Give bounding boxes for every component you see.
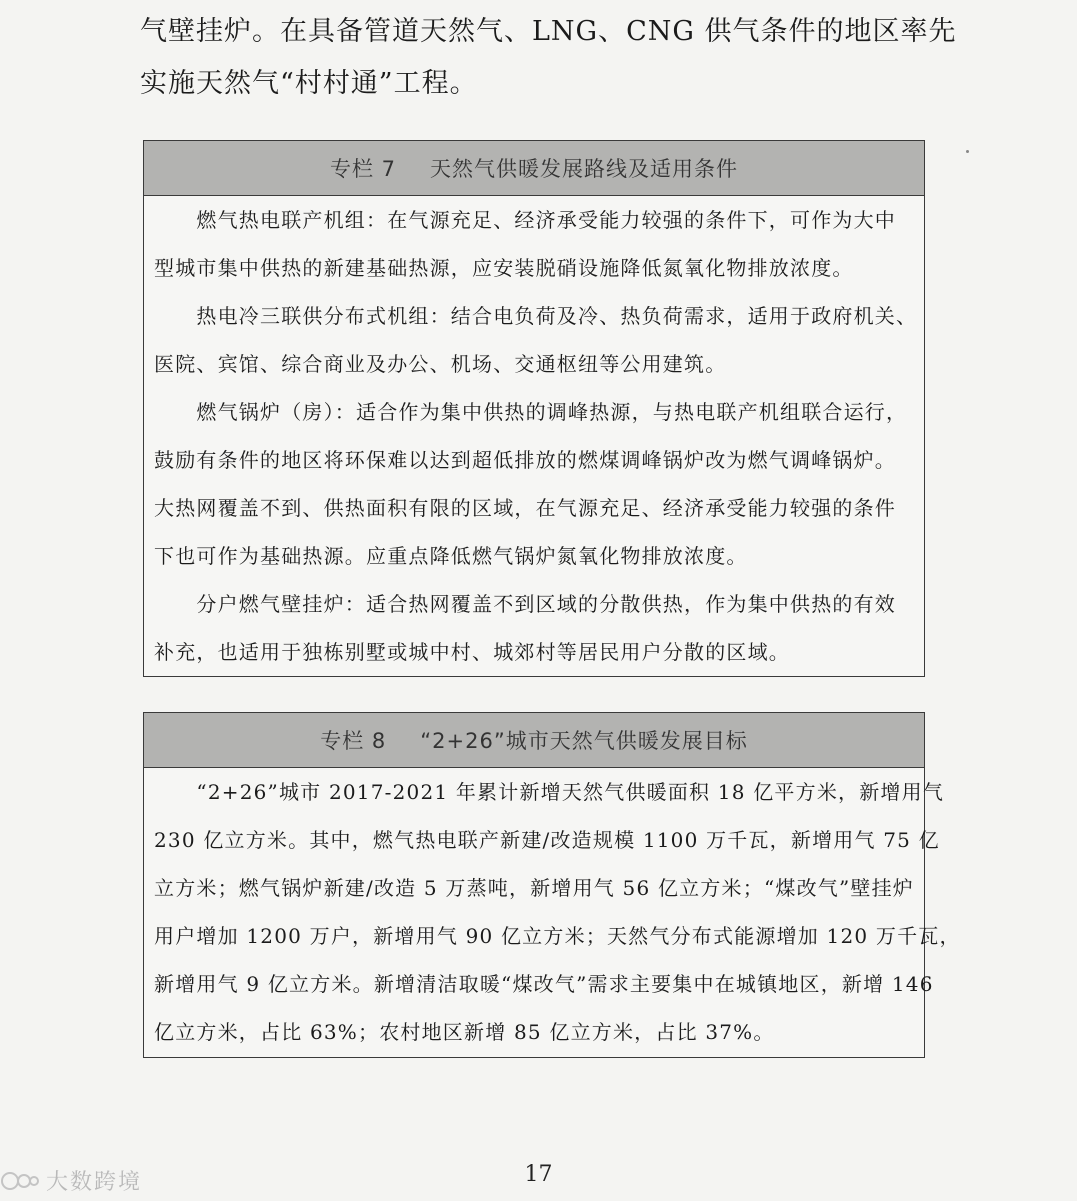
sidebar-box-7 xyxy=(143,140,925,677)
box-7-line: 热电冷三联供分布式机组：结合电负荷及冷、热负荷需求，适用于政府机关、 xyxy=(154,304,918,328)
box-7-header xyxy=(144,141,924,196)
box-7-title: 天然气供暖发展路线及适用条件 xyxy=(430,157,739,181)
box-8-body xyxy=(144,768,961,1056)
box-8-line: “2+26”城市 2017-2021 年累计新增天然气供暖面积 18 亿平方米，新增用气 xyxy=(154,780,945,804)
box-8-title: “2+26”城市天然气供暖发展目标 xyxy=(420,729,748,753)
box-7-line: 分户燃气壁挂炉：适合热网覆盖不到区域的分散供热，作为集中供热的有效 xyxy=(154,592,896,616)
box-8-line: 立方米；燃气锅炉新建/改造 5 万蒸吨，新增用气 56 亿立方米；“煤改气”壁挂炉 xyxy=(154,876,914,900)
intro-text xyxy=(140,6,957,110)
intro-line-2: 实施天然气“村村通”工程。 xyxy=(140,68,478,99)
box-8-line: 新增用气 9 亿立方米。新增清洁取暖“煤改气”需求主要集中在城镇地区，新增 146 xyxy=(154,972,934,996)
box-7-line: 下也可作为基础热源。应重点降低燃气锅炉氮氧化物排放浓度。 xyxy=(154,544,748,568)
box-8-line: 用户增加 1200 万户，新增用气 90 亿立方米；天然气分布式能源增加 120 万千瓦， xyxy=(154,924,961,948)
box-7-line: 燃气热电联产机组：在气源充足、经济承受能力较强的条件下，可作为大中 xyxy=(154,208,896,232)
intro-line-1: 气壁挂炉。在具备管道天然气、LNG、CNG 供气条件的地区率先 xyxy=(140,16,957,47)
watermark-text: 大数跨境 xyxy=(46,1170,143,1195)
box-7-line: 型城市集中供热的新建基础热源，应安装脱硝设施降低氮氧化物排放浓度。 xyxy=(154,256,854,280)
box-8-line: 亿立方米，占比 63%；农村地区新增 85 亿立方米，占比 37%。 xyxy=(154,1020,775,1044)
watermark xyxy=(0,1165,142,1196)
page-number: 17 xyxy=(524,1162,553,1187)
watermark-logo-icon xyxy=(0,1169,40,1193)
box-8-line: 230 亿立方米。其中，燃气热电联产新建/改造规模 1100 万千瓦，新增用气 75 亿 xyxy=(154,828,940,852)
box-7-number: 专栏 7 xyxy=(329,157,397,181)
scan-speck xyxy=(966,150,969,153)
box-7-line: 鼓励有条件的地区将环保难以达到超低排放的燃煤调峰锅炉改为燃气调峰锅炉。 xyxy=(154,448,896,472)
box-7-line: 大热网覆盖不到、供热面积有限的区域，在气源充足、经济承受能力较强的条件 xyxy=(154,496,896,520)
box-7-body xyxy=(144,196,924,676)
box-8-number: 专栏 8 xyxy=(320,729,387,753)
box-7-line: 医院、宾馆、综合商业及办公、机场、交通枢纽等公用建筑。 xyxy=(154,352,727,376)
box-7-line: 燃气锅炉（房）：适合作为集中供热的调峰热源，与热电联产机组联合运行， xyxy=(154,400,908,424)
box-7-line: 补充，也适用于独栋别墅或城中村、城郊村等居民用户分散的区域。 xyxy=(154,640,790,664)
box-8-header xyxy=(144,713,924,768)
sidebar-box-8 xyxy=(143,712,961,1058)
